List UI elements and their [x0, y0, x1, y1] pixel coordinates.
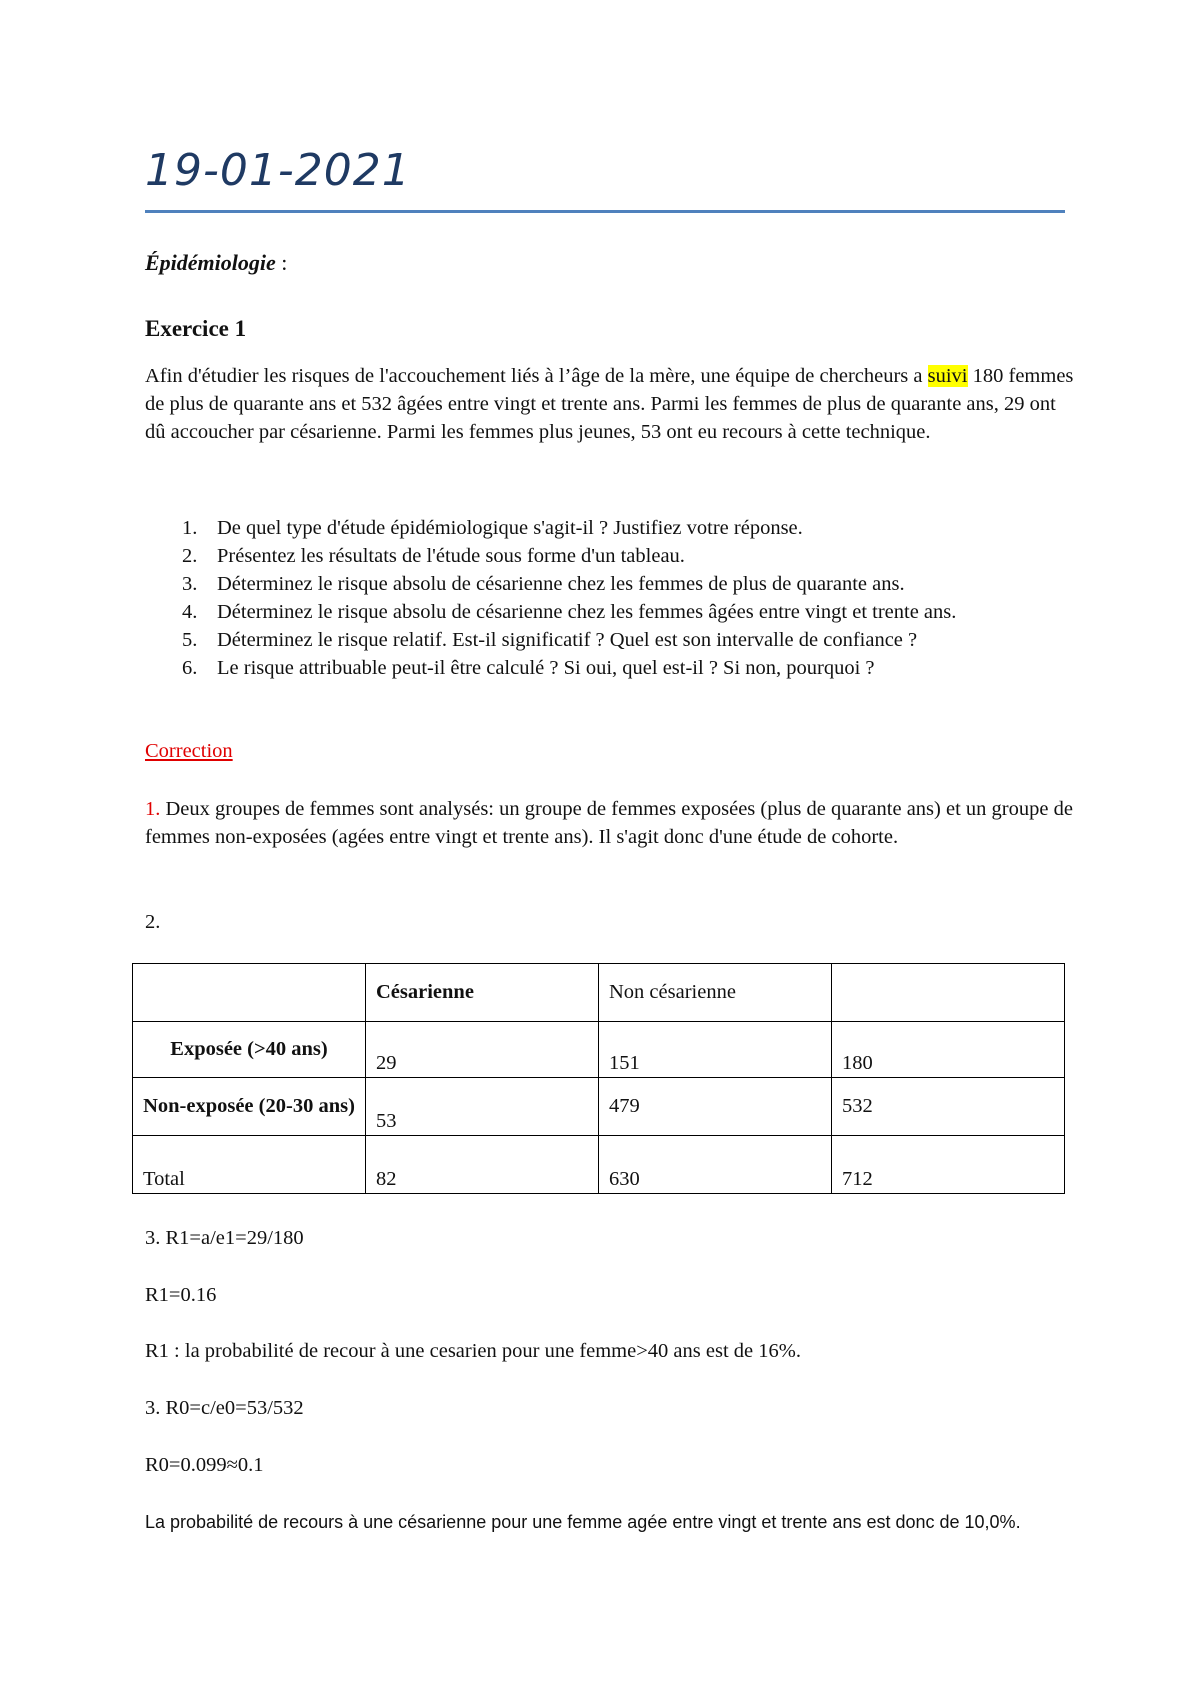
table-header-cell: Césarienne	[366, 964, 599, 1022]
table-cell: 712	[832, 1136, 1065, 1194]
answer-2-label: 2.	[145, 911, 161, 933]
question-item	[145, 626, 1075, 654]
title-underline	[145, 210, 1065, 213]
table-row-label: Non-exposée (20-30 ans)	[133, 1078, 366, 1136]
table-cell: 479	[599, 1078, 832, 1136]
conclusion-text: La probabilité de recours à une césarienne pour une femme agée entre vingt et trente ans est donc de 10,0%.	[145, 1512, 1021, 1532]
table-header-cell	[832, 964, 1065, 1022]
table-cell: 29	[366, 1022, 599, 1078]
table-cell: 532	[832, 1078, 1065, 1136]
answer-1	[145, 795, 1075, 851]
calc-line: R0=0.099≈0.1	[145, 1454, 264, 1476]
calc-line: R1 : la probabilité de recour à une cesarien pour une femme>40 ans est de 16%.	[145, 1340, 801, 1362]
question-number: 2.	[182, 545, 198, 567]
question-item	[145, 598, 1075, 626]
question-text: Déterminez le risque absolu de césarienne chez les femmes âgées entre vingt et trente ans.	[217, 601, 957, 623]
question-item	[145, 542, 1075, 570]
table-row	[133, 1022, 1065, 1078]
table-row-label: Total	[133, 1136, 366, 1194]
intro-text-start: Afin d'étudier les risques de l'accouchement liés à l’âge de la mère, une équipe de chercheurs a	[145, 365, 928, 387]
intro-text-end: 180 femmes de plus de quarante ans et 532 âgées entre vingt et trente ans. Parmi les femmes de plus de quarante ans, 29 ont dû accoucher par césarienne. Parmi les femmes plus jeunes, 53 ont eu recours à cette technique.	[145, 365, 1074, 443]
question-text: Déterminez le risque absolu de césarienne chez les femmes de plus de quarante ans.	[217, 573, 905, 595]
intro-highlight: suivi	[927, 365, 968, 387]
question-text: Déterminez le risque relatif. Est-il significatif ? Quel est son intervalle de confiance ?	[217, 629, 918, 651]
question-number: 6.	[182, 657, 198, 679]
correction-heading: Correction	[145, 740, 233, 762]
results-table	[132, 963, 1065, 1194]
question-text: De quel type d'étude épidémiologique s'agit-il ? Justifiez votre réponse.	[217, 517, 803, 539]
table-cell: 151	[599, 1022, 832, 1078]
table-cell: 53	[366, 1078, 599, 1136]
table-cell: 82	[366, 1136, 599, 1194]
subject-suffix: :	[275, 250, 288, 275]
table-header-cell	[133, 964, 366, 1022]
exercise-title: Exercice 1	[145, 316, 247, 341]
question-number: 4.	[182, 601, 198, 623]
document-date-title: 19-01-2021	[145, 145, 411, 196]
table-row	[133, 1078, 1065, 1136]
table-header-row	[133, 964, 1065, 1022]
question-number: 1.	[182, 517, 198, 539]
calc-line: 3. R1=a/e1=29/180	[145, 1227, 304, 1249]
question-item	[145, 654, 1075, 682]
question-number: 5.	[182, 629, 198, 651]
answer-1-number: 1.	[145, 798, 161, 820]
table-row-label: Exposée (>40 ans)	[133, 1022, 366, 1078]
question-item	[145, 514, 1075, 542]
question-item	[145, 570, 1075, 598]
table-cell: 630	[599, 1136, 832, 1194]
question-number: 3.	[182, 573, 198, 595]
subject-line	[145, 250, 287, 276]
question-text: Le risque attribuable peut-il être calculé ? Si oui, quel est-il ? Si non, pourquoi ?	[217, 657, 875, 679]
table-header-cell: Non césarienne	[599, 964, 832, 1022]
table-row	[133, 1136, 1065, 1194]
calc-line: 3. R0=c/e0=53/532	[145, 1397, 304, 1419]
question-text: Présentez les résultats de l'étude sous forme d'un tableau.	[217, 545, 685, 567]
answer-1-text: Deux groupes de femmes sont analysés: un groupe de femmes exposées (plus de quarante ans) et un groupe de femmes non-exposées (agées entre vingt et trente ans). Il s'agit donc d'une étude de cohorte.	[145, 798, 1073, 848]
question-list	[145, 514, 1075, 682]
table-cell: 180	[832, 1022, 1065, 1078]
calc-line: R1=0.16	[145, 1284, 217, 1306]
subject-label: Épidémiologie	[145, 250, 276, 275]
exercise-intro	[145, 362, 1075, 446]
